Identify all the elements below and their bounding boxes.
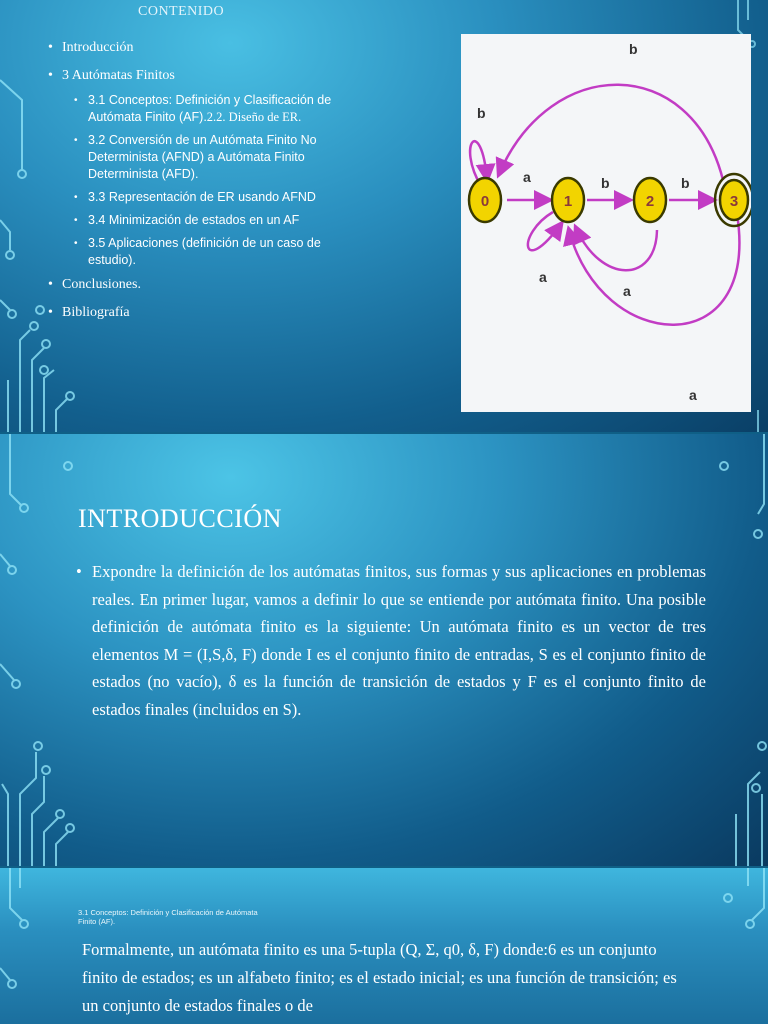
- toc-subitem: • 3.1 Conceptos: Definición y Clasificación de Autómata Finito (AF).2.2. Diseño de ER.: [74, 92, 368, 126]
- intro-paragraph: • Expondre la definición de los autómatas finitos, sus formas y sus aplicaciones en problemas reales. En primer lugar, vamos a definir lo que se entiende por autómata finito. Una posible definición de autómata finito es la siguiente: Un autómata finito es un vector de tres elementos M = (I,S,δ, F) donde I es el conjunto finito de entradas, S es el conjunto finito de estados (no vacío), δ es la función de transición de estados y F es el conjunto finito de estados finales (incluidos en S).: [76, 558, 706, 723]
- formal-definition: Formalmente, un autómata finito es una 5-tupla (Q, Σ, q0, δ, F) donde:6 es un conjunto finito de estados; es un alfabeto finito; es el estado inicial; es una función de transición; es un conjunto de estados finales o de: [82, 940, 677, 1015]
- edge-2-1-a: [576, 228, 657, 270]
- edge-1-loop-a: [528, 212, 561, 250]
- slide-heading: 3.1 Conceptos: Definición y Clasificación de Autómata Finito (AF).: [78, 908, 258, 926]
- edge-3-1-a: [569, 214, 739, 325]
- toc-item-introduccion: • Introducción: [48, 40, 368, 56]
- label-b-top: b: [629, 41, 638, 57]
- slide-title: CONTENIDO: [138, 4, 225, 19]
- toc-item-automatas: • 3 Autómatas Finitos • 3.1 Conceptos: Definición y Clasificación de Autómata Finito (AF).2.2. Diseño de ER. • 3.2 Conversión de un Autómata Finito No Determinista (AFND) a Autómata Finito Determinista (AFD). • 3.3 Representación de ER usando AFND • 3.4 Minimización de estados en un AF • 3.5 Aplicaciones (definición de un caso de estudio).: [48, 68, 368, 269]
- slide-contenido: [0, 0, 768, 432]
- toc-sublist: [74, 92, 368, 269]
- automaton-diagram: [461, 34, 751, 412]
- label-a-loop: a: [539, 269, 547, 285]
- label-a-31: a: [689, 387, 697, 403]
- state-3-label: 3: [729, 193, 739, 210]
- label-b-23: b: [681, 175, 690, 191]
- circuit-decoration-right: [688, 868, 768, 1024]
- slide-introduccion: [0, 434, 768, 866]
- state-2-label: 2: [645, 193, 655, 210]
- table-of-contents: [48, 40, 368, 333]
- slide-conceptos: [0, 868, 768, 1024]
- circuit-decoration-left: [0, 868, 80, 1024]
- slide-title: INTRODUCCIÓN: [78, 504, 282, 533]
- edge-3-0-b: [499, 85, 723, 180]
- automaton-svg: [461, 34, 751, 412]
- toc-subitem: • 3.5 Aplicaciones (definición de un caso de estudio).: [74, 235, 368, 269]
- state-0-label: 0: [480, 193, 490, 210]
- toc-subitem: • 3.2 Conversión de un Autómata Finito No Determinista (AFND) a Autómata Finito Determinista (AFD).: [74, 132, 368, 183]
- toc-item-conclusiones: • Conclusiones.: [48, 277, 368, 293]
- toc-subitem: • 3.4 Minimización de estados en un AF: [74, 212, 368, 229]
- state-1-label: 1: [563, 193, 573, 210]
- toc-subitem: • 3.3 Representación de ER usando AFND: [74, 189, 368, 206]
- label-a-01: a: [523, 169, 531, 185]
- circuit-decoration-left: [0, 434, 80, 866]
- label-b-loop: b: [477, 105, 486, 121]
- label-a-21: a: [623, 283, 631, 299]
- toc-item-bibliografia: • Bibliografía: [48, 305, 368, 321]
- label-b-12: b: [601, 175, 610, 191]
